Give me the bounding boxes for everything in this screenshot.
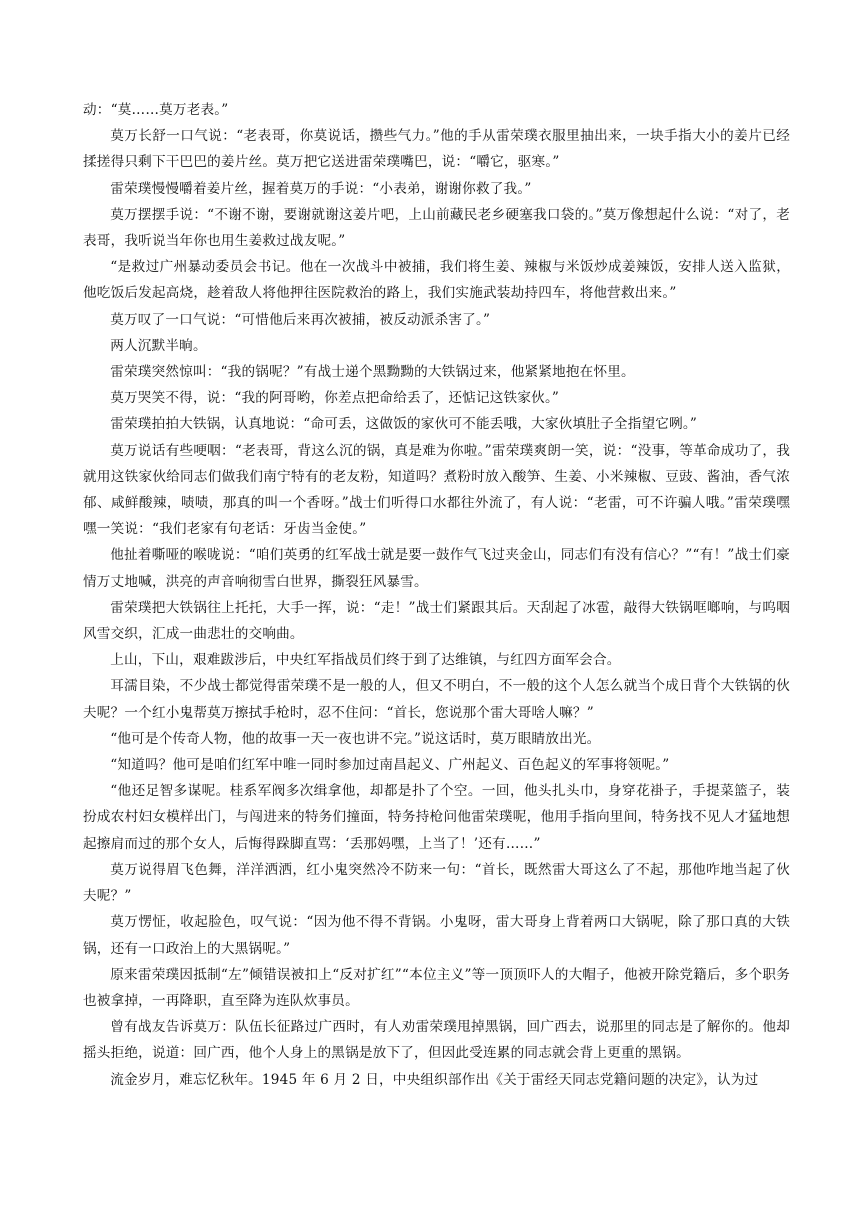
- paragraph: 莫万长舒一口气说：“老表哥，你莫说话，攒些气力。”他的手从雷荣璞衣服里抽出来，一块手指大小的姜片已经揉搓得只剩下干巴巴的姜片丝。莫万把它送进雷荣璞嘴巴，说：“嚼它，驱寒。”: [83, 128, 790, 171]
- paragraph: “是救过广州暴动委员会书记。他在一次战斗中被捕，我们将生姜、辣椒与米饭炒成姜辣饭，安排人送入监狱，他吃饭后发起高烧，趁着敌人将他押往医院救治的路上，我们实施武装劫持四车，将他营救出来。”: [83, 259, 790, 302]
- paragraph: 莫万愣怔，收起脸色，叹气说：“因为他不得不背锅。小鬼呀，雷大哥身上背着两口大锅呢，除了那口真的大铁锅，还有一口政治上的大黑锅呢。”: [83, 914, 790, 957]
- paragraph: 流金岁月，难忘忆秋年。1945 年 6 月 2 日，中央组织部作出《关于雷经天同志党籍问题的决定》，认为过: [110, 1071, 759, 1088]
- paragraph: “他可是个传奇人物，他的故事一天一夜也讲不完。”说这话时，莫万眼睛放出光。: [110, 730, 601, 747]
- paragraph: 莫万叹了一口气说：“可惜他后来再次被捕，被反动派杀害了。”: [110, 311, 491, 328]
- paragraph: 原来雷荣璞因抵制“左”倾错误被扣上“反对扩红”“本位主义”等一顶顶吓人的大帽子，他被开除党籍后，多个职务也被拿掉，一再降职，直至降为连队炊事员。: [83, 966, 790, 1009]
- paragraph: 莫万说话有些哽咽：“老表哥，背这么沉的锅，真是难为你啦。”雷荣璞爽朗一笑，说：“没事，等革命成功了，我就用这铁家伙给同志们做我们南宁特有的老友粉，知道吗？煮粉时放入酸笋、生姜、小米辣椒、豆豉、酱油，香气浓郁、咸鲜酸辣，啧啧，那真的叫一个香呀。”战士们听得口水都往外流了，有人说：“老雷，可不许骗人哦。”雷荣璞嘿嘿一笑说：“我们老家有句老话：牙齿当金使。”: [83, 442, 790, 538]
- paragraph: “他还足智多谋呢。桂系军阀多次缉拿他，却都是扑了个空。一回，他头扎头巾，身穿花褂子，手提菜篮子，装扮成农村妇女模样出门，与闯进来的特务们撞面，特务持枪问他雷荣璞呢，他用手指向里间，特务找不见人才猛地想起擦肩而过的那个女人，后悔得跺脚直骂：‘丢那妈嘿，上当了！’还有……”: [83, 783, 790, 852]
- paragraph: 耳濡目染，不少战士都觉得雷荣璞不是一般的人，但又不明白，不一般的这个人怎么就当个成日背个大铁锅的伙夫呢？一个红小鬼帮莫万擦拭手枪时，忍不住问：“首长，您说那个雷大哥啥人嘛？”: [83, 678, 790, 721]
- paragraph: 雷荣璞突然惊叫：“我的锅呢？”有战士递个黑黝黝的大铁锅过来，他紧紧地抱在怀里。: [110, 364, 635, 381]
- paragraph: 两人沉默半晌。: [110, 337, 207, 354]
- paragraph: 雷荣璞拍拍大铁锅，认真地说：“命可丢，这做饭的家伙可不能丢哦，大家伙填肚子全指望它咧。”: [110, 416, 698, 433]
- document-body: [83, 97, 790, 1093]
- paragraph: 莫万摆摆手说：“不谢不谢，要谢就谢这姜片吧，上山前藏民老乡硬塞我口袋的。”莫万像想起什么说：“对了，老表哥，我听说当年你也用生姜救过战友呢。”: [83, 206, 790, 250]
- paragraph: 上山，下山，艰难跋涉后，中央红军指战员们终于到了达维镇，与红四方面军会合。: [110, 652, 621, 669]
- paragraph: 雷荣璞慢慢嚼着姜片丝，握着莫万的手说：“小表弟，谢谢你救了我。”: [110, 180, 532, 197]
- paragraph: 雷荣璞把大铁锅往上托托，大手一挥，说：“走！”战士们紧跟其后。天刮起了冰雹，敲得大铁锅哐啷响，与呜咽风雪交织，汇成一曲悲壮的交响曲。: [83, 599, 790, 643]
- paragraph: 曾有战友告诉莫万：队伍长征路过广西时，有人劝雷荣璞甩掉黑锅，回广西去，说那里的同志是了解你的。他却摇头拒绝，说道：回广西，他个人身上的黑锅是放下了，但因此受连累的同志就会背上更重的黑锅。: [83, 1019, 790, 1062]
- paragraph: 动：“莫……莫万老表。”: [83, 102, 229, 118]
- paragraph: 莫万哭笑不得，说：“我的阿哥哟，你差点把命给丢了，还惦记这铁家伙。”: [110, 390, 560, 407]
- paragraph: 他扯着嘶哑的喉咙说：“咱们英勇的红军战士就是要一鼓作气飞过夹金山，同志们有没有信心？”“有！”战士们豪情万丈地喊，洪亮的声音响彻雪白世界，撕裂狂风暴雪。: [83, 547, 790, 590]
- paragraph: 莫万说得眉飞色舞，洋洋洒洒，红小鬼突然冷不防来一句：“首长，既然雷大哥这么了不起，那他咋地当起了伙夫呢？”: [83, 861, 790, 905]
- paragraph: “知道吗？他可是咱们红军中唯一同时参加过南昌起义、广州起义、百色起义的军事将领呢。”: [110, 757, 670, 774]
